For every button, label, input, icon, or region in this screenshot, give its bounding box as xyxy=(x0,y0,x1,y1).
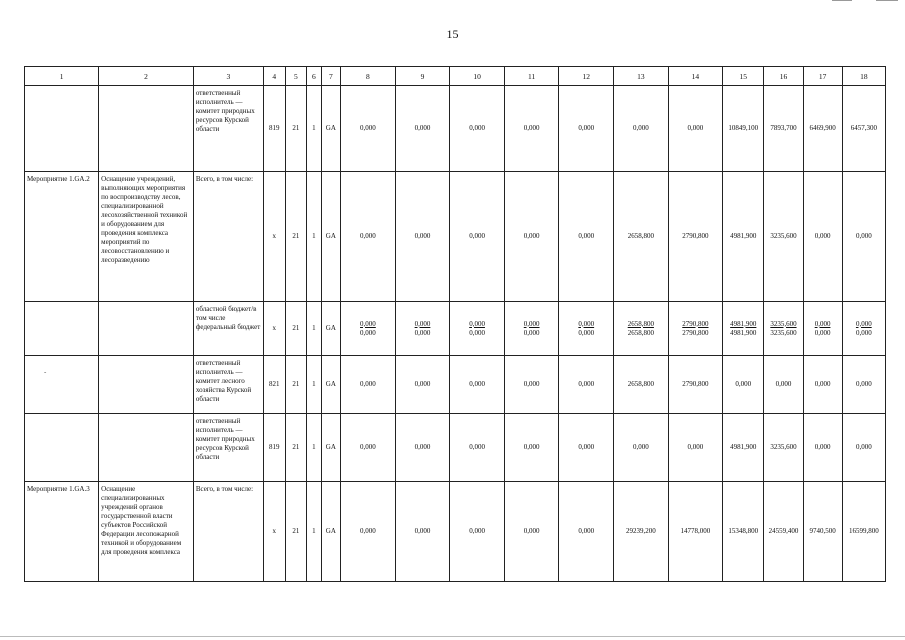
grbs-code-cell: 819 xyxy=(263,414,285,482)
table-row xyxy=(25,172,886,302)
value-cell: 0,000 xyxy=(668,86,723,172)
value-cell: 0,000 xyxy=(504,86,559,172)
funding-source-cell: областной бюджет/в том числе федеральный бюджет xyxy=(193,302,263,356)
regional-budget-value: 0,000 xyxy=(469,319,485,328)
value-cell: 4981,900 xyxy=(723,172,764,302)
value-cell: 0,000 xyxy=(341,172,396,302)
funding-source-cell: ответственный исполнитель — комитет природных ресурсов Курской области xyxy=(193,414,263,482)
value-cell: 2658,800 xyxy=(614,172,669,302)
subprogram-code-cell: 1 xyxy=(307,172,321,302)
value-cell: 0,000 xyxy=(341,414,396,482)
program-code-cell: 21 xyxy=(285,356,307,414)
value-cell: 0,000 xyxy=(450,482,505,582)
page-number: 15 xyxy=(446,27,459,41)
measure-name-cell xyxy=(25,302,99,356)
table-row xyxy=(25,482,886,582)
scan-corner-mark-1 xyxy=(832,0,852,1)
measure-description-cell xyxy=(99,356,194,414)
column-number-header: 9 xyxy=(395,67,450,86)
column-number-header: 16 xyxy=(764,67,803,86)
subprogram-code-cell: 1 xyxy=(307,86,321,172)
stacked-value-cell xyxy=(764,302,803,356)
measure-description-cell: Оснащение специализированных учреждений органов государственной власти субъектов Российской Федерации лесопожарной техникой и оборудованием для проведения комплекса xyxy=(99,482,194,582)
value-cell: 0,000 xyxy=(395,172,450,302)
column-number-header: 3 xyxy=(193,67,263,86)
table-row xyxy=(25,86,886,172)
value-cell: 0,000 xyxy=(842,172,885,302)
value-cell: 2790,800 xyxy=(668,356,723,414)
column-number-header: 5 xyxy=(285,67,307,86)
federal-budget-value: 0,000 xyxy=(855,328,872,337)
value-cell: 0,000 xyxy=(341,86,396,172)
federal-budget-value: 0,000 xyxy=(360,328,376,337)
federal-budget-value: 0,000 xyxy=(578,328,595,337)
value-cell: 0,000 xyxy=(504,172,559,302)
federal-budget-value: 4981,900 xyxy=(730,328,757,337)
regional-budget-value: 0,000 xyxy=(814,319,831,328)
column-number-header: 15 xyxy=(723,67,764,86)
regional-budget-value: 0,000 xyxy=(855,319,872,328)
stacked-value-cell xyxy=(559,302,614,356)
federal-budget-value: 0,000 xyxy=(414,328,431,337)
value-cell: 0,000 xyxy=(559,356,614,414)
column-number-header: 7 xyxy=(321,67,341,86)
value-cell: 0,000 xyxy=(803,356,842,414)
column-number-header: 4 xyxy=(263,67,285,86)
column-number-header: 2 xyxy=(99,67,194,86)
program-code-cell: 21 xyxy=(285,172,307,302)
column-number-header: 18 xyxy=(842,67,885,86)
regional-budget-value: 4981,900 xyxy=(730,319,757,328)
value-cell: 9740,500 xyxy=(803,482,842,582)
value-cell: 0,000 xyxy=(723,356,764,414)
value-cell: 14778,000 xyxy=(668,482,723,582)
scan-artifact: - xyxy=(44,368,47,376)
subprogram-code-cell: 1 xyxy=(307,356,321,414)
project-code-cell: GA xyxy=(321,482,341,582)
column-number-header: 6 xyxy=(307,67,321,86)
column-number-header: 1 xyxy=(25,67,99,86)
value-cell: 7893,700 xyxy=(764,86,803,172)
stacked-value-cell xyxy=(668,302,723,356)
program-code-cell: 21 xyxy=(285,86,307,172)
subprogram-code-cell: 1 xyxy=(307,414,321,482)
measure-description-cell xyxy=(99,86,194,172)
value-cell: 0,000 xyxy=(504,356,559,414)
funding-source-cell: ответственный исполнитель — комитет природных ресурсов Курской области xyxy=(193,86,263,172)
stacked-value-cell xyxy=(803,302,842,356)
value-cell: 15348,800 xyxy=(723,482,764,582)
scan-corner-mark-2 xyxy=(876,0,898,1)
regional-budget-value: 0,000 xyxy=(523,319,540,328)
value-cell: 0,000 xyxy=(803,414,842,482)
value-cell: 0,000 xyxy=(395,482,450,582)
regional-budget-value: 2790,800 xyxy=(682,319,709,328)
regional-budget-value: 3235,600 xyxy=(770,319,797,328)
funding-source-cell: Всего, в том числе: xyxy=(193,172,263,302)
stacked-value-cell xyxy=(614,302,669,356)
value-cell: 0,000 xyxy=(668,414,723,482)
value-cell: 0,000 xyxy=(842,356,885,414)
value-cell: 6469,900 xyxy=(803,86,842,172)
measure-description-cell xyxy=(99,302,194,356)
column-number-header: 17 xyxy=(803,67,842,86)
value-cell: 6457,300 xyxy=(842,86,885,172)
federal-budget-value: 0,000 xyxy=(814,328,831,337)
column-number-header: 8 xyxy=(341,67,396,86)
stacked-value-cell xyxy=(450,302,505,356)
program-code-cell: 21 xyxy=(285,302,307,356)
value-cell: 4981,900 xyxy=(723,414,764,482)
federal-budget-value: 3235,600 xyxy=(770,328,797,337)
column-number-header: 11 xyxy=(504,67,559,86)
grbs-code-cell: 821 xyxy=(263,356,285,414)
value-cell: 0,000 xyxy=(395,414,450,482)
project-code-cell: GA xyxy=(321,86,341,172)
project-code-cell: GA xyxy=(321,414,341,482)
value-cell: 10849,100 xyxy=(723,86,764,172)
measure-description-cell: Оснащение учреждений, выполняющих мероприятия по воспроизводству лесов, специализированной лесохозяйственной техникой и оборудованием для проведения комплекса мероприятий по лесовосстановлению и лесоразведению xyxy=(99,172,194,302)
measure-name-cell xyxy=(25,356,99,414)
table-header-row xyxy=(25,67,886,86)
regional-budget-value: 0,000 xyxy=(578,319,595,328)
program-code-cell: 21 xyxy=(285,414,307,482)
column-number-header: 10 xyxy=(450,67,505,86)
measure-name-cell xyxy=(25,414,99,482)
table-row xyxy=(25,414,886,482)
regional-budget-value: 2658,800 xyxy=(627,319,654,328)
federal-budget-value: 0,000 xyxy=(523,328,540,337)
federal-budget-value: 2658,800 xyxy=(627,328,654,337)
grbs-code-cell: х xyxy=(263,482,285,582)
value-cell: 0,000 xyxy=(504,482,559,582)
measure-description-cell xyxy=(99,414,194,482)
value-cell: 0,000 xyxy=(395,356,450,414)
value-cell: 0,000 xyxy=(559,172,614,302)
value-cell: 0,000 xyxy=(450,86,505,172)
value-cell: 2790,800 xyxy=(668,172,723,302)
value-cell: 24559,400 xyxy=(764,482,803,582)
value-cell: 0,000 xyxy=(341,356,396,414)
stacked-value-cell xyxy=(395,302,450,356)
measure-name-cell: Мероприятие 1.GA.2 xyxy=(25,172,99,302)
scan-bottom-edge xyxy=(0,636,905,637)
value-cell: 16599,800 xyxy=(842,482,885,582)
project-code-cell: GA xyxy=(321,302,341,356)
stacked-value-cell xyxy=(723,302,764,356)
grbs-code-cell: 819 xyxy=(263,86,285,172)
value-cell: 0,000 xyxy=(764,356,803,414)
value-cell: 0,000 xyxy=(395,86,450,172)
column-number-header: 12 xyxy=(559,67,614,86)
stacked-value-cell xyxy=(842,302,885,356)
funding-source-cell: Всего, в том числе: xyxy=(193,482,263,582)
stacked-value-cell xyxy=(504,302,559,356)
column-number-header: 13 xyxy=(614,67,669,86)
value-cell: 3235,600 xyxy=(764,414,803,482)
grbs-code-cell: х xyxy=(263,302,285,356)
value-cell: 0,000 xyxy=(614,86,669,172)
table-row xyxy=(25,302,886,356)
program-code-cell: 21 xyxy=(285,482,307,582)
value-cell: 0,000 xyxy=(614,414,669,482)
project-code-cell: GA xyxy=(321,172,341,302)
funding-source-cell: ответственный исполнитель — комитет лесного хозяйства Курской области xyxy=(193,356,263,414)
federal-budget-value: 0,000 xyxy=(469,328,485,337)
value-cell: 0,000 xyxy=(504,414,559,482)
value-cell: 0,000 xyxy=(341,482,396,582)
value-cell: 0,000 xyxy=(842,414,885,482)
program-funding-table xyxy=(24,66,886,582)
subprogram-code-cell: 1 xyxy=(307,482,321,582)
value-cell: 29239,200 xyxy=(614,482,669,582)
value-cell: 0,000 xyxy=(559,86,614,172)
value-cell: 0,000 xyxy=(559,482,614,582)
measure-name-cell: Мероприятие 1.GA.3 xyxy=(25,482,99,582)
value-cell: 0,000 xyxy=(450,356,505,414)
value-cell: 0,000 xyxy=(559,414,614,482)
value-cell: 0,000 xyxy=(450,172,505,302)
project-code-cell: GA xyxy=(321,356,341,414)
table-row xyxy=(25,356,886,414)
regional-budget-value: 0,000 xyxy=(414,319,431,328)
value-cell: 3235,600 xyxy=(764,172,803,302)
grbs-code-cell: х xyxy=(263,172,285,302)
measure-name-cell xyxy=(25,86,99,172)
column-number-header: 14 xyxy=(668,67,723,86)
federal-budget-value: 2790,800 xyxy=(682,328,709,337)
subprogram-code-cell: 1 xyxy=(307,302,321,356)
value-cell: 2658,800 xyxy=(614,356,669,414)
value-cell: 0,000 xyxy=(450,414,505,482)
stacked-value-cell xyxy=(341,302,396,356)
value-cell: 0,000 xyxy=(803,172,842,302)
regional-budget-value: 0,000 xyxy=(360,319,376,328)
